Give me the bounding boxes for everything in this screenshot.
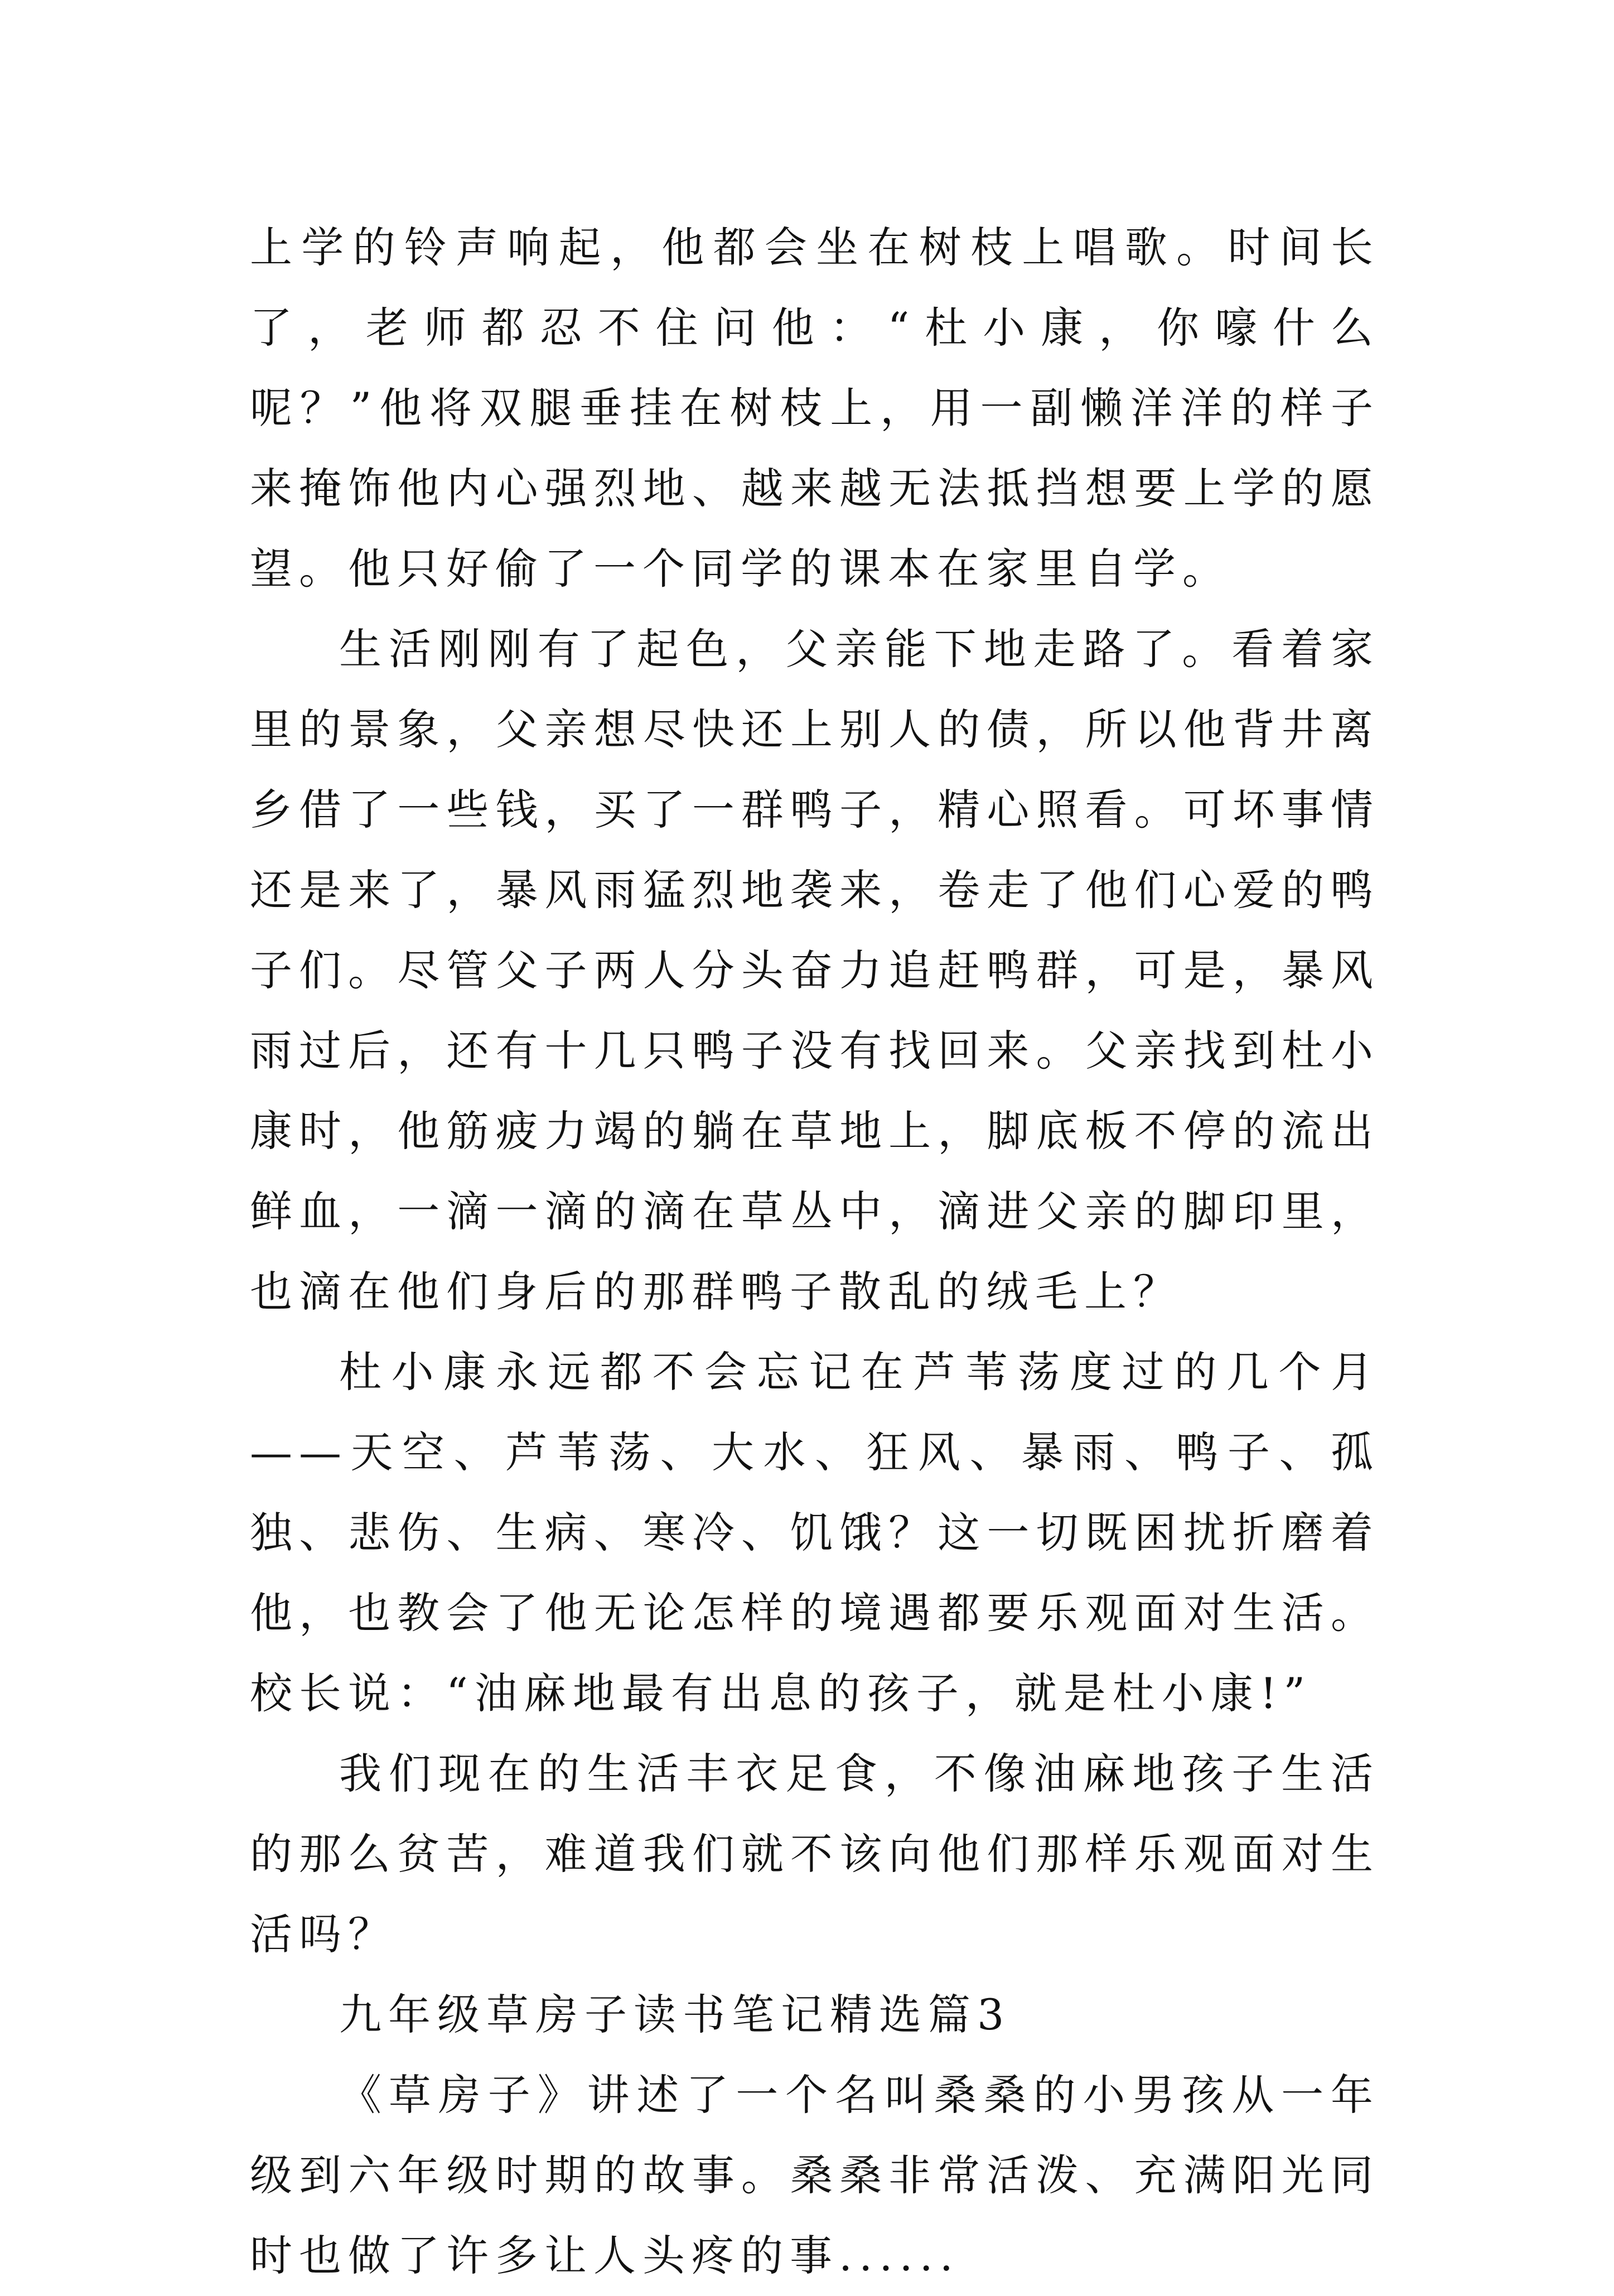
paragraph-1: 上学的铃声响起，他都会坐在树枝上唱歌。时间长了，老师都忍不住问他：“杜小康，你嚎什么呢？”他将双腿垂挂在树枝上，用一副懒洋洋的样子来掩饰他内心强烈地、越来越无法抵挡想要上学的愿望。他只好偷了一个同学的课本在家里自学。 [250, 223, 1380, 594]
paragraph-5: 《草房子》讲述了一个名叫桑桑的小男孩从一年级到六年级时期的故事。桑桑非常活泼、充满阳光同时也做了许多让人头疼的事...... [250, 2070, 1380, 2280]
section-heading: 九年级草房子读书笔记精选篇3 [339, 1990, 1011, 2039]
document-body [250, 208, 1380, 2296]
paragraph-2: 生活刚刚有了起色，父亲能下地走路了。看着家里的景象，父亲想尽快还上别人的债，所以他背井离乡借了一些钱，买了一群鸭子，精心照看。可坏事情还是来了，暴风雨猛烈地袭来，卷走了他们心爱的鸭子们。尽管父子两人分头奋力追赶鸭群，可是，暴风雨过后，还有十几只鸭子没有找回来。父亲找到杜小康时，他筋疲力竭的躺在草地上，脚底板不停的流出鲜血，一滴一滴的滴在草丛中，滴进父亲的脚印里，也滴在他们身后的那群鸭子散乱的绒毛上？ [250, 624, 1380, 1316]
paragraph-4: 我们现在的生活丰衣足食，不像油麻地孩子生活的那么贫苦，难道我们就不该向他们那样乐观面对生活吗？ [250, 1749, 1380, 1959]
paragraph-3: 杜小康永远都不会忘记在芦苇荡度过的几个月——天空、芦苇荡、大水、狂风、暴雨、鸭子、孤独、悲伤、生病、寒冷、饥饿？这一切既困扰折磨着他，也教会了他无论怎样的境遇都要乐观面对生活。校长说：“油麻地最有出息的孩子，就是杜小康!” [250, 1347, 1380, 1718]
